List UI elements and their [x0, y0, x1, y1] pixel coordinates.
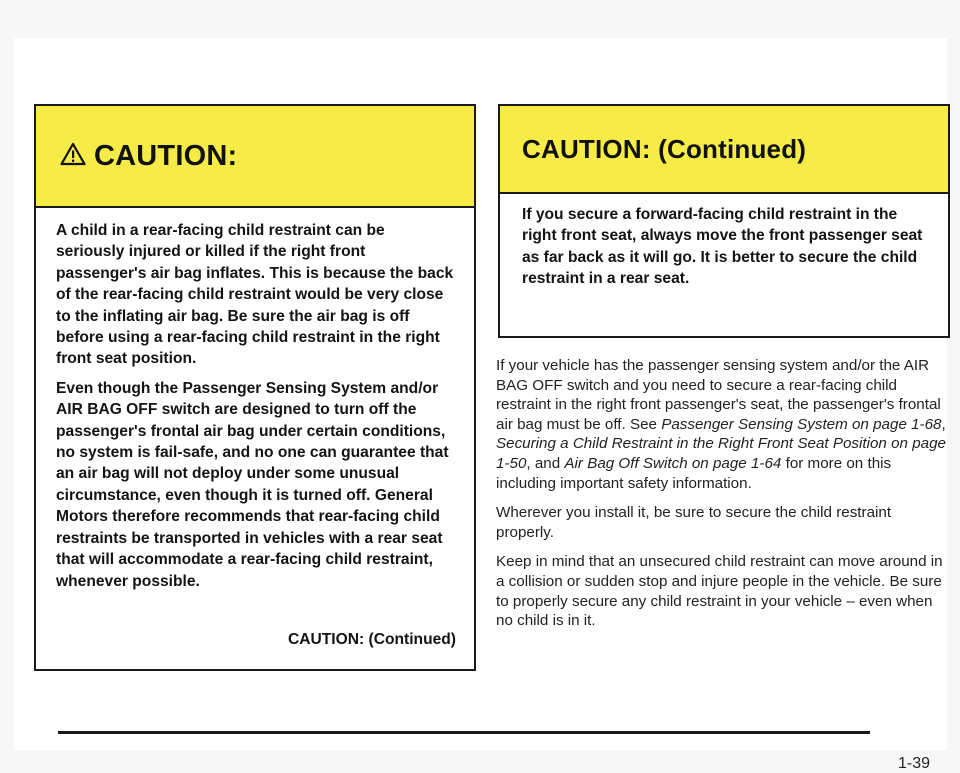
manual-page [14, 38, 947, 772]
warning-triangle-icon [60, 142, 86, 171]
body-text [496, 356, 948, 641]
caution-body [500, 194, 948, 290]
caution-title: CAUTION: (Continued) [522, 133, 807, 164]
caution-paragraph: If you secure a forward-facing child restraint in the right front seat, always move the front passenger seat as far back as it will go. It is better to secure the child restraint in a rear seat. [522, 206, 923, 288]
caution-header [36, 106, 474, 208]
page-number: 1-39 [898, 755, 931, 772]
caution-paragraph: Even though the Passenger Sensing System and/or AIR BAG OFF switch are designed to turn off the passenger's frontal air bag under certain conditions, no system is fail-safe, and no one can guarantee that an air bag will not deploy under some unusual circumstance, even though it is turned off. General Motors therefore recommends that rear-facing child restraints be transported in vehicles with a rear seat that will accommodate a rear-facing child restraint, whenever possible. [56, 379, 449, 590]
body-text-span: , [941, 415, 946, 433]
cross-reference-link[interactable]: Securing a Child Restraint in the Right Front Seat Position on page 1-50 [496, 435, 946, 472]
body-paragraph: Wherever you install it, be sure to secure the child restraint properly. [496, 504, 892, 541]
caution-box-right [498, 104, 950, 338]
cross-reference-link[interactable]: Air Bag Off Switch on page 1-64 [564, 454, 782, 472]
body-text-span: for more on this including important safety information. [496, 454, 892, 492]
caution-box-left [34, 104, 476, 671]
caution-body [36, 208, 474, 592]
body-paragraph [496, 356, 948, 493]
caution-header [500, 106, 948, 194]
caution-paragraph: A child in a rear-facing child restraint can be seriously injured or killed if the right front passenger's air bag inflates. This is because the back of the rear-facing child restraint would be very close to the inflating air bag. Be sure the air bag is off before using a rear-facing child restraint in the right front seat position. [56, 222, 454, 368]
body-paragraph: Keep in mind that an unsecured child restraint can move around in a collision or sudden stop and injure people in the vehicle. Be sure to properly secure any child restraint in your vehicle – even when no child is in it. [496, 553, 943, 630]
cross-reference-link[interactable]: Passenger Sensing System on page 1-68 [661, 415, 942, 433]
caution-title: CAUTION: [94, 139, 238, 172]
body-text-span: , and [526, 454, 565, 472]
footer-divider [58, 731, 870, 734]
body-text-span: If your vehicle has the passenger sensing system and/or the AIR BAG OFF switch and you need to secure a rear-facing child restraint in the right front passenger's seat, the passenger's frontal air bag must be off. See [496, 357, 941, 433]
caution-continued-label: CAUTION: (Continued) [287, 631, 456, 648]
